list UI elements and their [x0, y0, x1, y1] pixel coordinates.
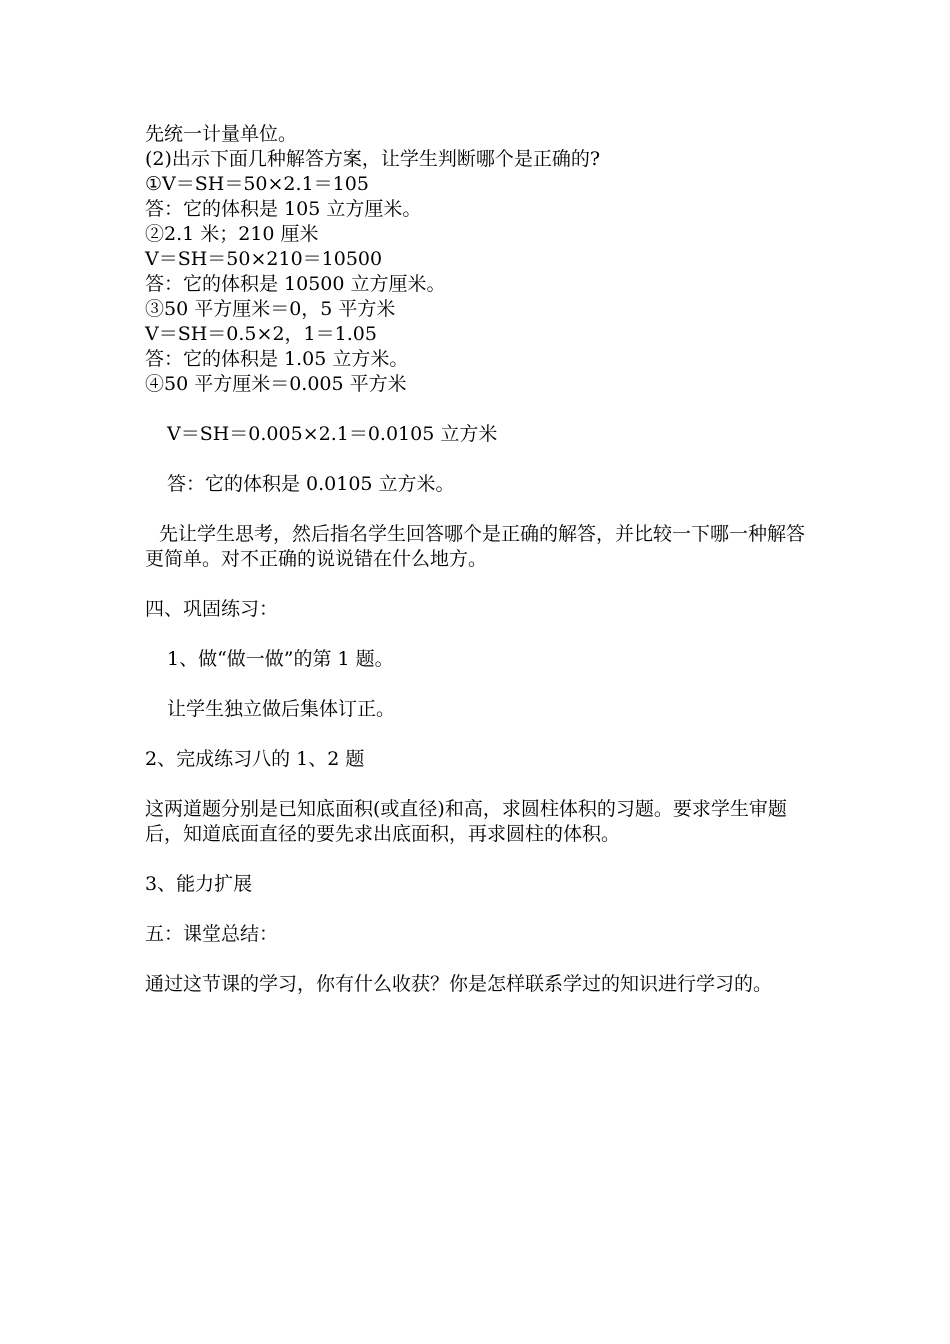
text-line-unify-units: 先统一计量单位。: [145, 123, 298, 145]
text-line-solution-3-units: ③50 平方厘米＝0，5 平方米: [145, 298, 396, 320]
paragraph-exercise-explanation: 这两道题分别是已知底面积(或直径)和高，求圆柱体积的习题。要求学生审题后，知道底面直径的要先求出底面积，再求圆柱的体积。: [145, 798, 787, 845]
text-line-solution-1-answer: 答：它的体积是 105 立方厘米。: [145, 198, 422, 220]
exercise-item-1: 1、做“做一做”的第 1 题。: [167, 648, 394, 670]
text-line-solution-1-formula: ①V＝SH＝50×2.1＝105: [145, 173, 369, 195]
exercise-item-2: 2、完成练习八的 1、2 题: [145, 748, 365, 770]
text-line-solution-3-formula: V＝SH＝0.5×2，1＝1.05: [145, 323, 377, 345]
text-line-solution-2-units: ②2.1 米；210 厘米: [145, 223, 319, 245]
text-line-show-solutions: (2)出示下面几种解答方案，让学生判断哪个是正确的?: [145, 148, 601, 170]
paragraph-summary: 通过这节课的学习，你有什么收获？你是怎样联系学过的知识进行学习的。: [145, 973, 773, 995]
text-line-solution-2-formula: V＝SH＝50×210＝10500: [145, 248, 383, 270]
exercise-item-1-note: 让学生独立做后集体订正。: [167, 698, 396, 720]
text-line-solution-4-answer: 答：它的体积是 0.0105 立方米。: [167, 473, 455, 495]
text-line-solution-4-units: ④50 平方厘米＝0.005 平方米: [145, 373, 407, 395]
section-five-heading: 五：课堂总结：: [145, 923, 279, 945]
text-line-solution-4-formula: V＝SH＝0.005×2.1＝0.0105 立方米: [167, 423, 498, 445]
section-four-heading: 四、巩固练习：: [145, 598, 279, 620]
text-line-solution-3-answer: 答：它的体积是 1.05 立方米。: [145, 348, 409, 370]
exercise-item-3: 3、能力扩展: [145, 873, 253, 895]
text-line-solution-2-answer: 答：它的体积是 10500 立方厘米。: [145, 273, 446, 295]
paragraph-think-compare: 先让学生思考，然后指名学生回答哪个是正确的解答，并比较一下哪一种解答更简单。对不正确的说说错在什么地方。: [145, 523, 806, 570]
